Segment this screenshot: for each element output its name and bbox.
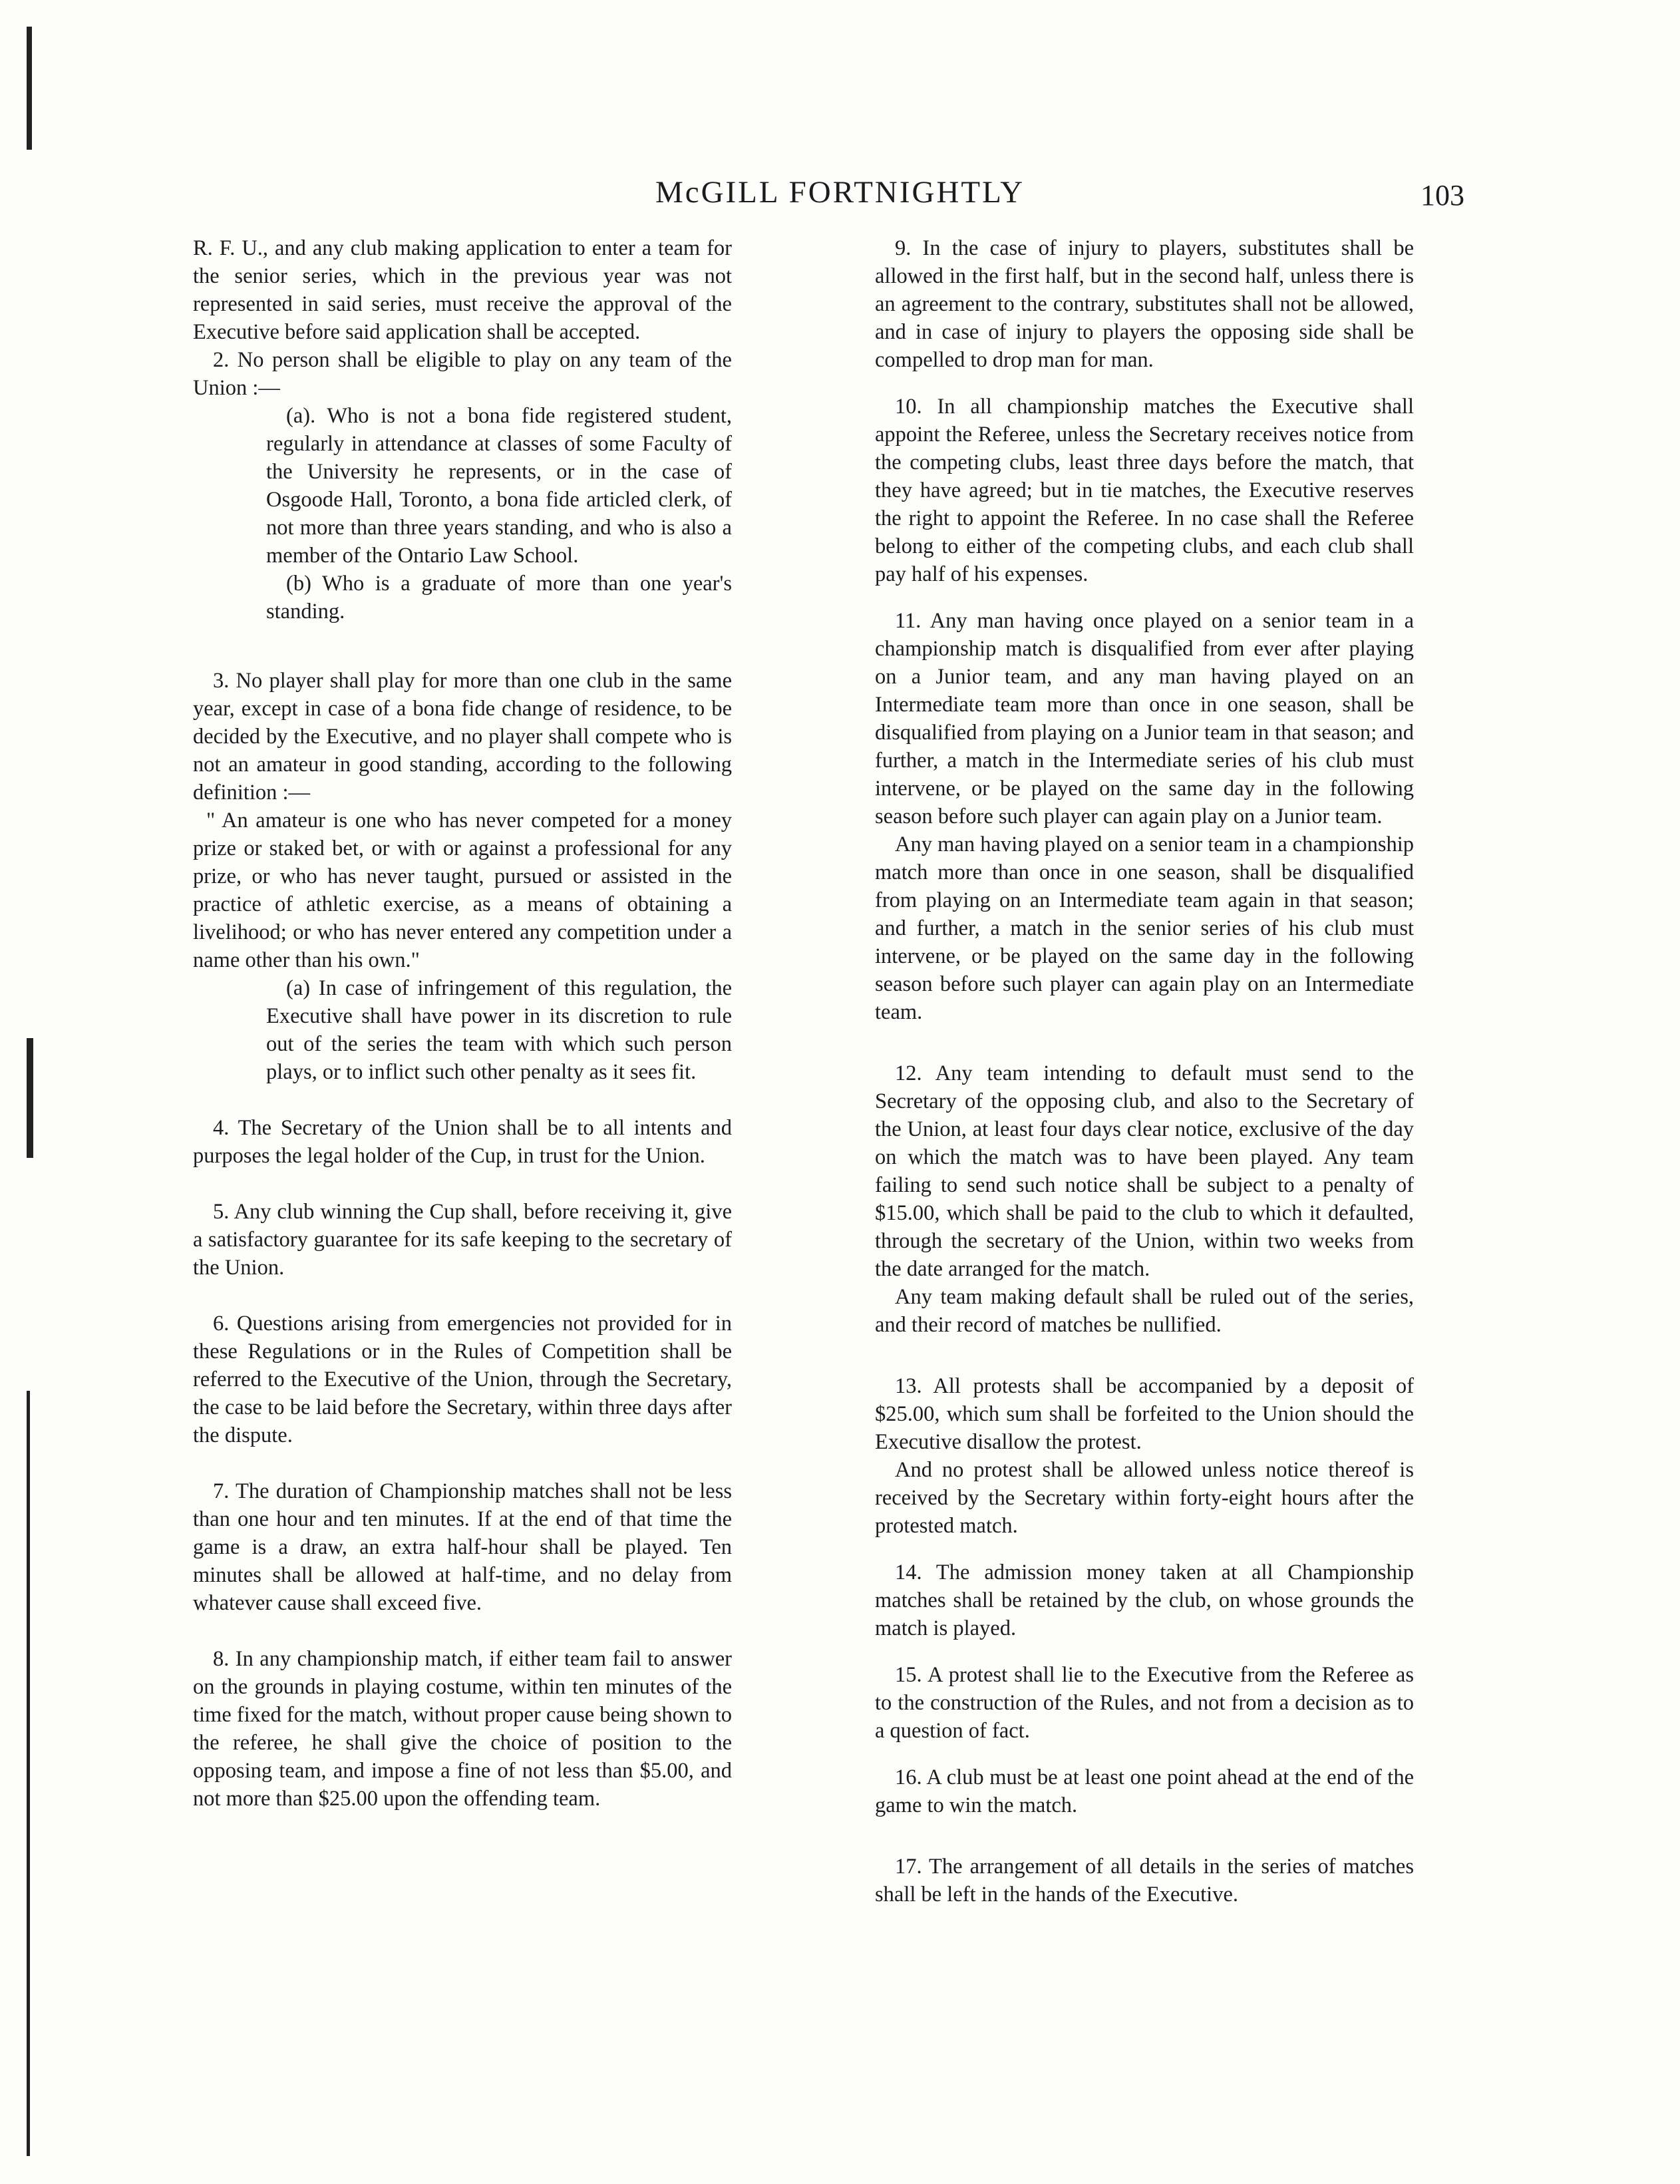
page-number: 103: [1421, 179, 1464, 212]
paragraph: 2. No person shall be eligible to play on any team of the Union :—: [193, 348, 732, 400]
paragraph: 4. The Secretary of the Union shall be to all intents and purposes the legal holder of the Cup, in trust for the Union.: [193, 1116, 732, 1168]
paragraph: R. F. U., and any club making application to enter a team for the senior series, which in the previous year was not represented in said series, must receive the approval of the Executive before said application shall be accepted.: [193, 236, 732, 344]
paragraph: 16. A club must be at least one point ahead at the end of the game to win the match.: [875, 1765, 1414, 1817]
left-column: [193, 234, 732, 1813]
paragraph: 12. Any team intending to default must send to the Secretary of the opposing club, and also to the Secretary of the Union, at least four days clear notice, exclusive of the day on which the match was to have been played. Any team failing to send such notice shall be subject to a penalty of $15.00, which shall be paid to the club to which it defaulted, through the secretary of the Union, within two weeks from the date arranged for the match.: [875, 1061, 1414, 1281]
scan-edge-mark: [27, 27, 32, 150]
paragraph: 17. The arrangement of all details in the series of matches shall be left in the hands of the Executive.: [875, 1855, 1414, 1907]
paragraph: " An amateur is one who has never competed for a money prize or staked bet, or with or against a professional for any prize, or who has never taught, pursued or assisted in the practice of athletic exercise, as a means of obtaining a livelihood; or who has never entered any competition under a name other than his own.": [193, 809, 732, 972]
paragraph: (a). Who is not a bona fide registered student, regularly in attendance at classes of some Faculty of the University he represents, or in the case of Osgoode Hall, Toronto, a bona fide articled clerk, of not more than three years standing, and who is also a member of the Ontario Law School.: [266, 404, 732, 568]
paragraph: 6. Questions arising from emergencies not provided for in these Regulations or in the Rules of Competition shall be referred to the Executive of the Union, through the Secretary, the case to be laid before the Secretary, within three days after the dispute.: [193, 1312, 732, 1447]
page-title: McGILL FORTNIGHTLY: [655, 175, 1025, 210]
paragraph: (a) In case of infringement of this regulation, the Executive shall have power in its discretion to rule out of the series the team with which such person plays, or to inflict such other penalty as it sees fit.: [266, 976, 732, 1084]
paragraph: 5. Any club winning the Cup shall, before receiving it, give a satisfactory guarantee for its safe keeping to the secretary of the Union.: [193, 1200, 732, 1280]
paragraph: And no protest shall be allowed unless notice thereof is received by the Secretary within forty-eight hours after the protested match.: [875, 1458, 1414, 1538]
paragraph: Any team making default shall be ruled out of the series, and their record of matches be nullified.: [875, 1285, 1414, 1337]
paragraph: (b) Who is a graduate of more than one year's standing.: [266, 572, 732, 624]
paragraph: 13. All protests shall be accompanied by a deposit of $25.00, which sum shall be forfeited to the Union should the Executive disallow the protest.: [875, 1374, 1414, 1454]
paragraph: 15. A protest shall lie to the Executive from the Referee as to the construction of the Rules, and not from a decision as to a question of fact.: [875, 1663, 1414, 1743]
scan-edge-mark: [27, 1391, 30, 2156]
scan-edge-mark: [27, 1038, 33, 1158]
paragraph: 9. In the case of injury to players, substitutes shall be allowed in the first half, but in the second half, unless there is an agreement to the contrary, substitutes shall not be allowed, and in case of injury to players the opposing side shall be compelled to drop man for man.: [875, 236, 1414, 372]
paragraph: 10. In all championship matches the Executive shall appoint the Referee, unless the Secretary receives notice from the competing clubs, least three days before the match, that they have agreed; but in tie matches, the Executive reserves the right to appoint the Referee. In no case shall the Referee belong to either of the competing clubs, and each club shall pay half of his expenses.: [875, 395, 1414, 586]
paragraph: 3. No player shall play for more than one club in the same year, except in case of a bona fide change of residence, to be decided by the Executive, and no player shall compete who is not an amateur in good standing, according to the following definition :—: [193, 669, 732, 805]
paragraph: Any man having played on a senior team in a championship match more than once in one season, shall be disqualified from playing on an Intermediate team again in that season; and further, a match in the senior series of his club must intervene, or be played on the same day in the following season before such player can again play on an Intermediate team.: [875, 832, 1414, 1024]
paragraph: 8. In any championship match, if either team fail to answer on the grounds in playing costume, within ten minutes of the time fixed for the match, without proper cause being shown to the referee, he shall give the choice of position to the opposing team, and impose a fine of not less than $5.00, and not more than $25.00 upon the offending team.: [193, 1647, 732, 1811]
paragraph: 7. The duration of Championship matches shall not be less than one hour and ten minutes. If at the end of that time the game is a draw, an extra half-hour shall be played. Ten minutes shall be allowed at half-time, and no delay from whatever cause shall exceed five.: [193, 1479, 732, 1615]
paragraph: 14. The admission money taken at all Championship matches shall be retained by the club, on whose grounds the match is played.: [875, 1560, 1414, 1640]
right-column: [875, 234, 1414, 1909]
paragraph: 11. Any man having once played on a senior team in a championship match is disqualified from ever after playing on a Junior team, and any man having played on an Intermediate team more than once in one season, shall be disqualified from playing on a Junior team in that season; and further, a match in the Intermediate series of his club must intervene, or be played on the same day in the following season before such player can again play on a Junior team.: [875, 609, 1414, 828]
